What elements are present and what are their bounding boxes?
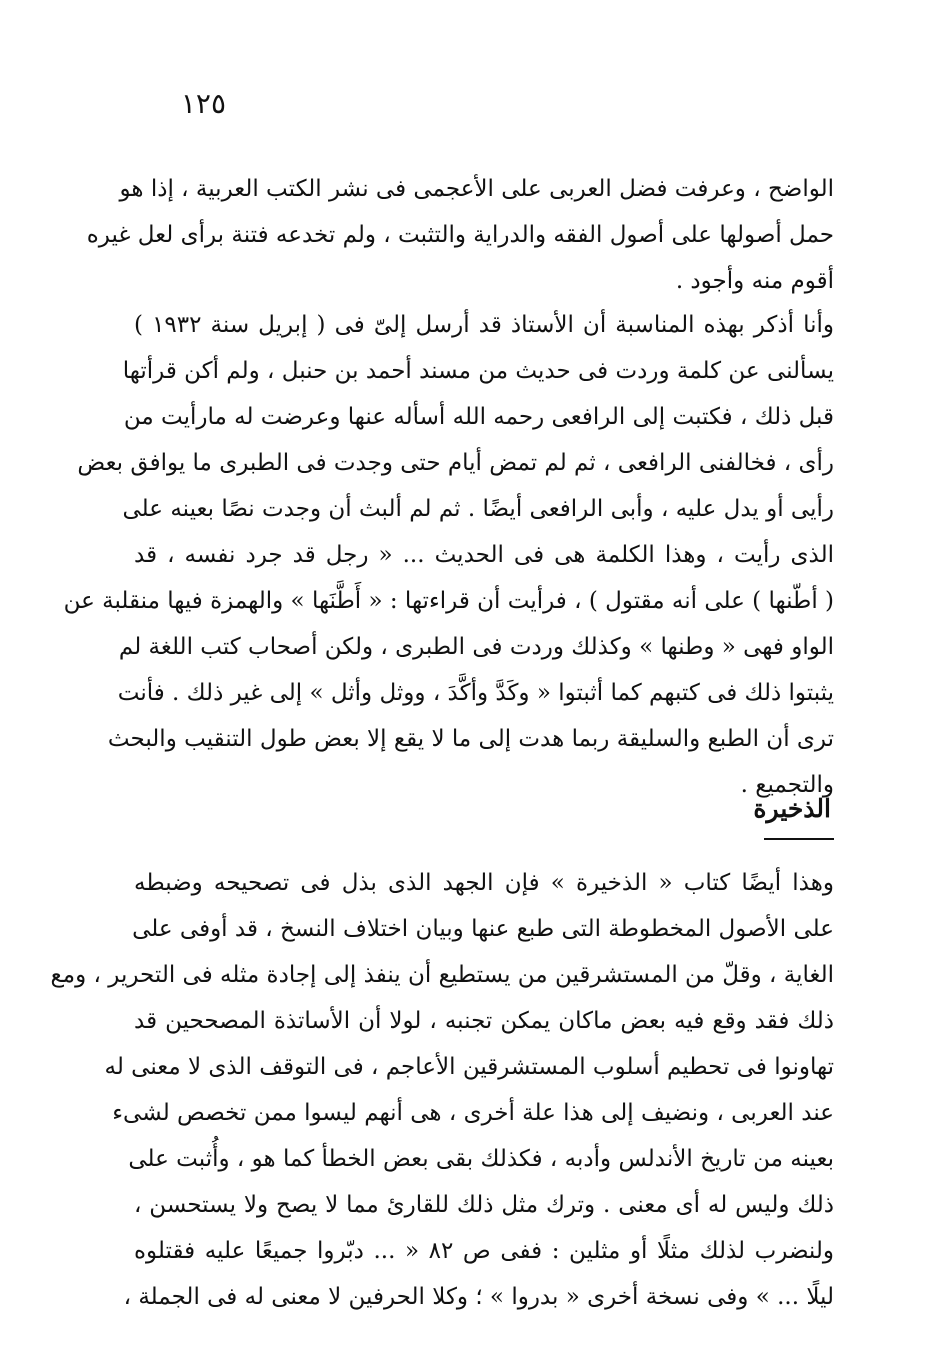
page-number: ١٢٥ xyxy=(180,87,226,120)
text-line: ( أطّنها ) على أنه مقتول ) ، فرأيت أن قراءتها : « أَطَّنَها » والهمزة فيها منقلبة عن xyxy=(63,588,834,614)
text-line: عند العربى ، ونضيف إلى هذا علة أخرى ، هى أنهم ليسوا ممن تخصص لشىء xyxy=(112,1100,834,1126)
text-line: ذلك وليس له أى معنى . وترك مثل ذلك للقارئ مما لا يصح ولا يستحسن ، xyxy=(134,1192,834,1218)
text-line: يثبتوا ذلك فى كتبهم كما أثبتوا « وكَدَّ وأكَّدَ ، ووثل وأثل » إلى غير ذلك . فأنت xyxy=(117,680,834,706)
text-line: وأنا أذكر بهذه المناسبة أن الأستاذ قد أرسل إلىّ فى ( إبريل سنة ١٩٣٢ ) xyxy=(134,312,834,338)
text-line: ترى أن الطبع والسليقة ربما هدت إلى ما لا يقع إلا بعض طول التنقيب والبحث xyxy=(107,726,834,752)
text-line: حمل أصولها على أصول الفقه والدراية والتثبت ، ولم تخدعه فتنة برأى لعل غيره xyxy=(86,222,834,248)
text-line: والتجميع . xyxy=(740,772,834,798)
paragraph-3 xyxy=(50,860,834,1320)
paragraph-2 xyxy=(63,302,834,808)
text-line: يسألنى عن كلمة وردت فى حديث من مسند أحمد بن حنبل ، ولم أكن قرأتها xyxy=(122,358,834,384)
text-line: وهذا أيضًا كتاب « الذخيرة » فإن الجهد الذى بذل فى تصحيحه وضبطه xyxy=(134,870,834,896)
paragraph-1 xyxy=(86,166,834,304)
text-line: الواضح ، وعرفت فضل العربى على الأعجمى فى نشر الكتب العربية ، إذا هو xyxy=(119,176,834,202)
text-line: ذلك فقد وقع فيه بعض ماكان يمكن تجنبه ، لولا أن الأساتذة المصححين قد xyxy=(134,1008,834,1034)
text-line: تهاونوا فى تحطيم أسلوب المستشرقين الأعاجم ، فى التوقف الذى لا معنى له xyxy=(104,1054,834,1080)
section-heading: الذخيرة xyxy=(753,794,831,823)
text-line: الذى رأيت ، وهذا الكلمة هى فى الحديث ... « رجل قد جرد نفسه ، قد xyxy=(134,542,834,568)
heading-underline xyxy=(764,838,834,840)
text-line: رأيى أو يدل عليه ، وأبى الرافعى أيضًا . ثم لم ألبث أن وجدت نصًا بعينه على xyxy=(122,496,834,522)
text-line: أقوم منه وأجود . xyxy=(675,268,834,294)
text-line: ولنضرب لذلك مثلًا أو مثلين : ففى ص ٨٢ « ... دبّروا جميعًا عليه فقتلوه xyxy=(134,1238,834,1264)
text-line: ليلًا ... » وفى نسخة أخرى « بدروا » ؛ وكلا الحرفين لا معنى له فى الجملة ، xyxy=(123,1284,834,1310)
text-line: بعينه من تاريخ الأندلس وأدبه ، فكذلك بقى بعض الخطأ كما هو ، وأُثبت على xyxy=(128,1146,834,1172)
text-line: على الأصول المخطوطة التى طبع عنها وبيان اختلاف النسخ ، قد أوفى على xyxy=(132,916,834,942)
text-line: الواو فهى « وطنها » وكذلك وردت فى الطبرى ، ولكن أصحاب كتب اللغة لم xyxy=(118,634,834,660)
text-line: الغاية ، وقلّ من المستشرقين من يستطيع أن ينفذ إلى إجادة مثله فى التحرير ، ومع xyxy=(50,962,834,988)
text-line: قبل ذلك ، فكتبت إلى الرافعى رحمه الله أسأله عنها وعرضت له مارأيت من xyxy=(123,404,834,430)
text-line: رأى ، فخالفنى الرافعى ، ثم لم تمض أيام حتى وجدت فى الطبرى ما يوافق بعض xyxy=(77,450,834,476)
